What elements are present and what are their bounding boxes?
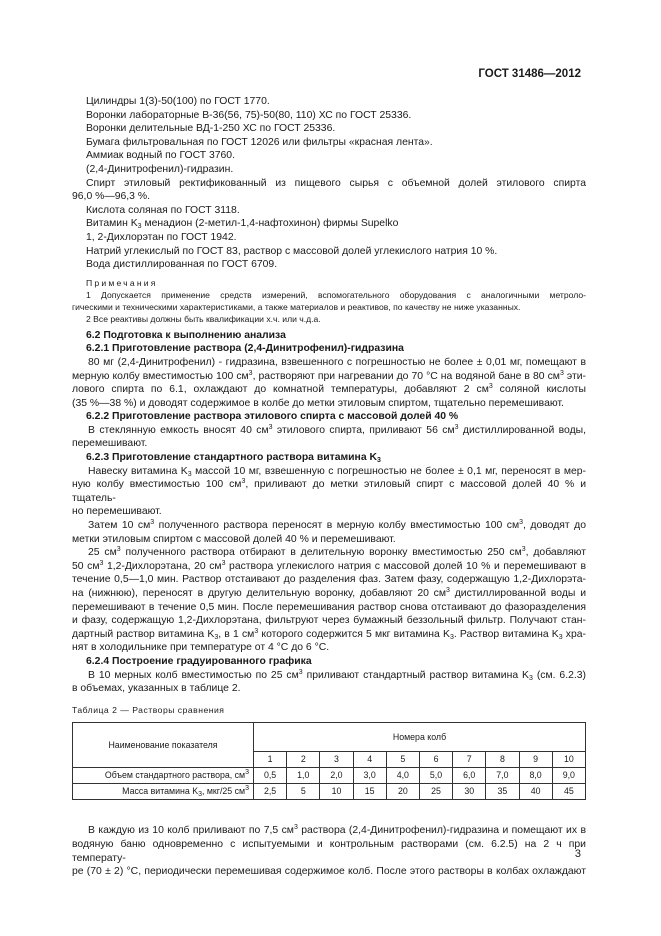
superscript: 3 [293, 824, 298, 832]
note-text: гическими и техническими характеристиками, а также материалов и реактивов, по качеству не ниже указанных. [72, 301, 521, 312]
text-span: приливают стандартный раствор витамина K [302, 669, 529, 681]
text-line [72, 628, 586, 642]
table-header-cell: 7 [453, 752, 486, 768]
text-line [72, 587, 586, 601]
text-span: мерную колбу вместимостью 100 см [72, 370, 249, 382]
list-item: Натрий углекислый по ГОСТ 83, раствор с массовой долей углекислого натрия 10 %. [86, 245, 498, 257]
text-span: , доводят до [523, 520, 587, 532]
text-span: Объем стандартного раствора, см [104, 770, 246, 781]
text-line [72, 669, 586, 683]
superscript: 3 [116, 546, 121, 554]
text-span: на (нижнюю), переносят в другую делительную воронку, добавляют 20 см [72, 588, 447, 599]
text-span: , в 1 см [218, 628, 255, 640]
subscript: 3 [558, 633, 563, 641]
section-6-2 [72, 329, 586, 696]
text-span: этилового спирта, приливают 56 см [272, 424, 455, 436]
text-line: перемешивают. [72, 438, 148, 450]
table-cell: 10 [320, 784, 353, 800]
subscript: 3 [198, 791, 202, 799]
table-cell: 7,0 [486, 768, 519, 784]
table-cell: 15 [353, 784, 386, 800]
text-span: . Раствор витамина K [453, 628, 559, 640]
text-span: , приливают до метки этиловый спирт с массовой долей 40 % и тщатель- [72, 479, 587, 504]
text-span: лового спирта по 6.1, охлаждают до комнатной температуры, добавляют 2 см [72, 384, 489, 396]
list-item: Воронки делительные ВД-1-250 ХС по ГОСТ 25336. [86, 123, 336, 135]
table-header-cell: Наименование показателя [73, 723, 254, 768]
list-item: 1, 2-Дихлорэтан по ГОСТ 1942. [86, 231, 237, 243]
table-header-cell: 10 [552, 752, 585, 768]
reference-solutions-table [72, 722, 586, 800]
text-span: 6.2.3 Приготовление стандартного раствора витамина K [86, 452, 378, 464]
text-line [72, 560, 586, 574]
text-span: дистиллированной воды, [458, 424, 587, 436]
text-span: менадион (2-метил-1,4-нафтохинон) фирмы Supelko [141, 218, 399, 230]
text-line: Спирт этиловый ректификованный из пищевого сырья с объемной долей этилового спирта [86, 177, 586, 189]
table-header-cell: 6 [419, 752, 452, 768]
text-span: 1,2-Дихлорэтана, 20 см [103, 560, 222, 572]
text-line: и фазу, содержащую 1,2-Дихлорэтана, фильтруют через бумажный беззольный фильтр. Получают стан- [72, 615, 586, 627]
superscript: 3 [446, 587, 450, 594]
table-cell: 9,0 [552, 768, 585, 784]
table-cell: 2,0 [320, 768, 353, 784]
text-line [72, 383, 586, 397]
reagent-list [72, 204, 586, 272]
table-header-cell: 4 [353, 752, 386, 768]
text-line: но перемешивают. [72, 506, 162, 518]
table-cell: 40 [519, 784, 552, 800]
subsection-heading: 6.2.1 Приготовление раствора (2,4-Динитрофенил)-гидразина [86, 343, 404, 355]
text-line [72, 546, 586, 560]
table-cell: 2,5 [254, 784, 287, 800]
notes-title: Примечания [86, 277, 158, 288]
text-span: Затем 10 см [88, 520, 151, 532]
text-span: массой 10 мг, взвешенную с погрешностью не более ± 0,1 мг, переносят в мер- [191, 465, 586, 477]
text-span: В 10 мерных колб вместимостью по 25 см [88, 669, 299, 681]
text-line: нят в холодильнике при температуре от 4 °С до 6 °С. [72, 642, 330, 654]
subscript: 3 [137, 223, 142, 231]
table-cell: 5 [287, 784, 320, 800]
subscript: 3 [528, 674, 533, 682]
text-span: Витамин K [86, 218, 138, 230]
text-span: полученного раствора переносят в мерную колбу вместимостью 100 см [154, 520, 520, 532]
text-line: водяную баню одновременно с испытуемыми и контрольным растворами (см. 6.2.5) на 2 ч при температу- [72, 838, 586, 864]
list-item: Вода дистиллированная по ГОСТ 6709. [86, 259, 278, 271]
text-span: раствора (2,4-Динитрофенил)-гидразина и помещают их в [297, 825, 586, 837]
page-number: 3 [574, 848, 581, 860]
subscript: 3 [377, 457, 381, 465]
table-header-cell: 5 [386, 752, 419, 768]
main-column [72, 95, 586, 879]
text-span: полученного раствора отбирают в делительную воронку вместимостью 250 см [120, 547, 522, 559]
table-caption: Таблица 2 — Растворы сравнения [72, 704, 225, 715]
text-span: В каждую из 10 колб приливают по 7,5 см [88, 825, 294, 837]
superscript: 3 [454, 423, 459, 431]
table-cell: 1,0 [287, 768, 320, 784]
text-line: (35 %—38 %) и доводят содержимое в колбе до метки этиловым спиртом, тщательно перемешивают. [72, 397, 564, 409]
table-header-cell: Номера колб [254, 723, 586, 752]
text-span: ную колбу вместимостью 100 см [72, 479, 242, 491]
table-row [73, 768, 586, 784]
text-span: хра- [562, 628, 587, 640]
text-line: перемешивают в течение 0,5 мин. После перемешивания раствор снова отстаивают до фазоразделения [72, 601, 586, 613]
subsection-heading [72, 451, 586, 465]
list-item: Аммиак водный по ГОСТ 3760. [86, 150, 235, 162]
superscript: 3 [254, 627, 259, 635]
equipment-list [72, 95, 586, 177]
text-line [72, 424, 586, 438]
table-row [73, 784, 586, 800]
document-code: ГОСТ 31486—2012 [478, 68, 581, 80]
superscript: 3 [268, 423, 273, 431]
superscript: 3 [241, 478, 246, 486]
superscript: 3 [298, 668, 303, 676]
table-cell: 4,0 [386, 768, 419, 784]
text-line: 96,0 %—96,3 %. [72, 191, 150, 203]
table-cell [73, 784, 254, 800]
superscript: 3 [245, 785, 249, 793]
table-header-row [73, 723, 586, 752]
table-header-cell: 9 [519, 752, 552, 768]
text-line [72, 370, 586, 384]
superscript: 3 [221, 559, 226, 567]
superscript: 3 [248, 369, 253, 377]
section-heading: 6.2 Подготовка к выполнению анализа [86, 329, 286, 341]
final-paragraph [72, 824, 586, 878]
list-item [72, 217, 586, 231]
subscript: 3 [214, 633, 219, 641]
superscript: 3 [559, 369, 564, 377]
text-span: 50 см [72, 560, 100, 572]
list-item: Цилиндры 1(3)-50(100) по ГОСТ 1770. [86, 96, 270, 107]
notes-block [72, 277, 586, 325]
superscript: 3 [519, 519, 524, 527]
text-line [72, 824, 586, 838]
note-text: 2 Все реактивы должны быть квалификации х.ч. или ч.д.а. [86, 313, 321, 324]
text-line: течение 0,5—1,0 мин. Раствор отстаивают до разделения фаз. Затем фазу, содержащую 1,2-Дихлорэта- [72, 574, 586, 586]
text-line: метки этиловым спиртом с массовой долей 40 % и перемешивают. [72, 533, 396, 545]
text-span: , добавляют [525, 547, 586, 559]
table-header-cell: 8 [486, 752, 519, 768]
text-line: 80 мг (2,4-Динитрофенил) - гидразина, взвешенного с погрешностью не более ± 0,01 мг, помещают в [88, 356, 586, 368]
note-text: 1 Допускается применение средств измерений, вспомогательного оборудования с аналогичными метроло- [86, 289, 586, 300]
superscript: 3 [245, 769, 249, 777]
table-header-cell: 1 [254, 752, 287, 768]
table-header-cell: 3 [320, 752, 353, 768]
subscript: 3 [187, 470, 192, 478]
text-span: соляной кислоты [492, 384, 586, 396]
table-cell: 3,0 [353, 768, 386, 784]
text-span: Масса витамина K [122, 786, 199, 797]
spirit-item [72, 177, 586, 204]
text-span: Навеску витамина K [88, 465, 188, 477]
text-line [72, 519, 586, 533]
superscript: 3 [99, 559, 104, 567]
subscript: 3 [449, 633, 454, 641]
text-line: в объемах, указанных в таблице 2. [72, 683, 241, 695]
superscript: 3 [488, 383, 493, 391]
text-span: В стеклянную емкость вносят 40 см [88, 424, 269, 436]
table-cell: 6,0 [453, 768, 486, 784]
list-item: (2,4-Динитрофенил)-гидразин. [86, 163, 234, 175]
table-cell: 30 [453, 784, 486, 800]
text-span: эти- [563, 370, 587, 382]
text-line: ре (70 ± 2) °С, периодически перемешивая содержимое колб. После этого растворы в колбах охлаждают [72, 866, 586, 878]
list-item: Воронки лабораторные В-36(56, 75)-50(80, 110) ХС по ГОСТ 25336. [86, 109, 412, 121]
superscript: 3 [521, 546, 526, 554]
superscript: 3 [150, 519, 155, 527]
subsection-heading: 6.2.2 Приготовление раствора этилового спирта с массовой долей 40 % [86, 411, 459, 423]
text-span: , мкг/25 см [201, 786, 246, 797]
table-cell: 35 [486, 784, 519, 800]
text-span: (см. 6.2.3) [532, 669, 586, 681]
text-span: , растворяют при нагревании до 70 °С на водяной бане в 80 см [252, 370, 560, 382]
table-cell: 20 [386, 784, 419, 800]
text-span: раствора углекислого натрия с массовой долей 10 % и перемешивают в [225, 560, 586, 572]
text-span: 25 см [88, 547, 117, 559]
list-item: Кислота соляная по ГОСТ 3118. [86, 204, 240, 216]
text-span: которого содержится 5 мкг витамина K [258, 628, 450, 640]
table-cell: 45 [552, 784, 585, 800]
list-item: Бумага фильтровальная по ГОСТ 12026 или фильтры «красная лента». [86, 136, 433, 148]
text-line [72, 478, 586, 505]
table-cell [73, 768, 254, 784]
text-line [72, 465, 586, 479]
table-cell: 5,0 [419, 768, 452, 784]
table-cell: 0,5 [254, 768, 287, 784]
subsection-heading: 6.2.4 Построение градуированного графика [86, 655, 312, 667]
text-span: дартный раствор витамина K [72, 628, 215, 640]
table-header-cell: 2 [287, 752, 320, 768]
table-cell: 25 [419, 784, 452, 800]
text-span: дистиллированной воды и [449, 588, 586, 599]
table-cell: 8,0 [519, 768, 552, 784]
